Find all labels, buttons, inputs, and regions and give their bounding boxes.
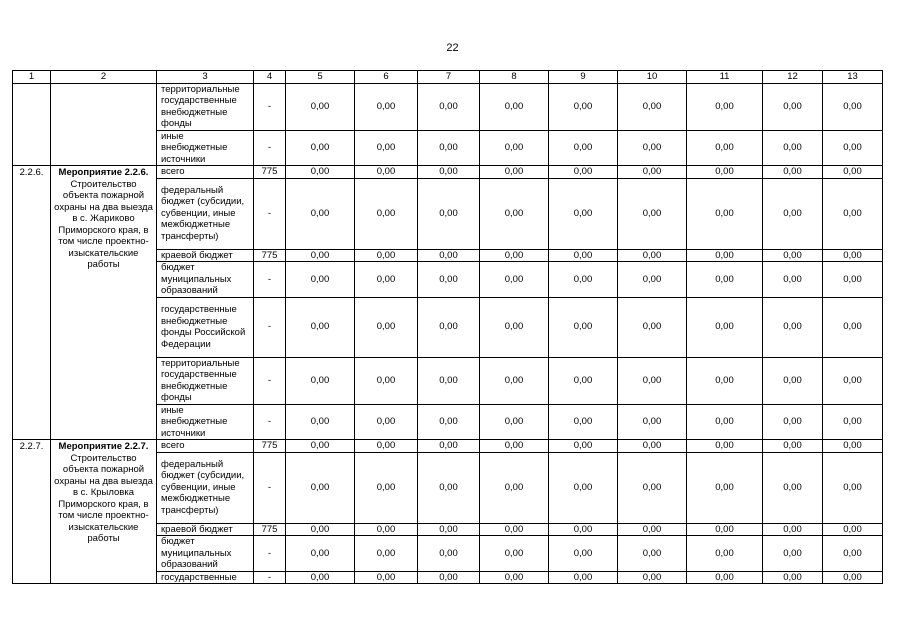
amount-value: 0,00 <box>355 571 418 584</box>
amount-value: 0,00 <box>763 262 823 298</box>
amount-value: 0,00 <box>418 452 480 523</box>
funding-source: всего <box>157 166 254 179</box>
year-column-4-value: 775 <box>254 166 286 179</box>
measure-number-empty <box>13 83 51 166</box>
amount-value: 0,00 <box>823 262 883 298</box>
funding-source: иные внебюджетные источники <box>157 130 254 166</box>
year-column-4-value: - <box>254 452 286 523</box>
amount-value: 0,00 <box>687 571 763 584</box>
amount-value: 0,00 <box>480 440 549 453</box>
amount-value: 0,00 <box>823 357 883 404</box>
amount-value: 0,00 <box>549 571 618 584</box>
amount-value: 0,00 <box>418 166 480 179</box>
amount-value: 0,00 <box>549 249 618 262</box>
amount-value: 0,00 <box>549 166 618 179</box>
amount-value: 0,00 <box>549 130 618 166</box>
amount-value: 0,00 <box>823 452 883 523</box>
header-row <box>13 71 883 84</box>
amount-value: 0,00 <box>549 452 618 523</box>
amount-value: 0,00 <box>687 297 763 357</box>
funding-source: иные внебюджетные источники <box>157 404 254 440</box>
amount-value: 0,00 <box>687 404 763 440</box>
amount-value: 0,00 <box>480 571 549 584</box>
header-cell: 9 <box>549 71 618 84</box>
amount-value: 0,00 <box>480 166 549 179</box>
amount-value: 0,00 <box>687 536 763 572</box>
year-column-4-value: - <box>254 571 286 584</box>
amount-value: 0,00 <box>618 440 687 453</box>
year-column-4-value: - <box>254 130 286 166</box>
amount-value: 0,00 <box>286 249 355 262</box>
amount-value: 0,00 <box>823 130 883 166</box>
amount-value: 0,00 <box>355 440 418 453</box>
amount-value: 0,00 <box>687 178 763 249</box>
measure-description-cell <box>51 166 157 440</box>
amount-value: 0,00 <box>687 357 763 404</box>
amount-value: 0,00 <box>480 130 549 166</box>
amount-value: 0,00 <box>823 83 883 130</box>
header-cell: 2 <box>51 71 157 84</box>
amount-value: 0,00 <box>418 83 480 130</box>
amount-value: 0,00 <box>823 166 883 179</box>
amount-value: 0,00 <box>355 297 418 357</box>
year-column-4-value: - <box>254 297 286 357</box>
amount-value: 0,00 <box>355 357 418 404</box>
funding-source: государственные внебюджетные фонды Российской Федерации <box>157 297 254 357</box>
measure-description: Строительство объекта пожарной охраны на два выезда в с. Жариково Приморского края, в том числе проектно-изыскательские работы <box>54 178 153 270</box>
page-number: 22 <box>446 42 459 54</box>
amount-value: 0,00 <box>687 166 763 179</box>
amount-value: 0,00 <box>480 452 549 523</box>
amount-value: 0,00 <box>286 297 355 357</box>
funding-source: бюджет муниципальных образований <box>157 536 254 572</box>
amount-value: 0,00 <box>823 249 883 262</box>
amount-value: 0,00 <box>480 249 549 262</box>
measure-number: 2.2.6. <box>13 166 51 440</box>
amount-value: 0,00 <box>355 536 418 572</box>
amount-value: 0,00 <box>823 178 883 249</box>
amount-value: 0,00 <box>355 262 418 298</box>
funding-source: всего <box>157 440 254 453</box>
amount-value: 0,00 <box>687 130 763 166</box>
amount-value: 0,00 <box>549 536 618 572</box>
year-column-4-value: - <box>254 357 286 404</box>
amount-value: 0,00 <box>480 178 549 249</box>
amount-value: 0,00 <box>549 83 618 130</box>
amount-value: 0,00 <box>687 83 763 130</box>
amount-value: 0,00 <box>418 536 480 572</box>
amount-value: 0,00 <box>618 536 687 572</box>
amount-value: 0,00 <box>549 404 618 440</box>
amount-value: 0,00 <box>418 571 480 584</box>
amount-value: 0,00 <box>823 440 883 453</box>
amount-value: 0,00 <box>763 404 823 440</box>
amount-value: 0,00 <box>418 440 480 453</box>
amount-value: 0,00 <box>355 523 418 536</box>
amount-value: 0,00 <box>763 130 823 166</box>
year-column-4-value: - <box>254 83 286 130</box>
amount-value: 0,00 <box>355 83 418 130</box>
year-column-4-value: - <box>254 262 286 298</box>
year-column-4-value: - <box>254 404 286 440</box>
budget-table <box>12 70 883 584</box>
amount-value: 0,00 <box>618 249 687 262</box>
table-row <box>13 166 883 179</box>
amount-value: 0,00 <box>763 83 823 130</box>
funding-source: бюджет муниципальных образований <box>157 262 254 298</box>
amount-value: 0,00 <box>618 130 687 166</box>
amount-value: 0,00 <box>480 83 549 130</box>
amount-value: 0,00 <box>763 249 823 262</box>
header-cell: 3 <box>157 71 254 84</box>
funding-source: государственные <box>157 571 254 584</box>
amount-value: 0,00 <box>618 297 687 357</box>
amount-value: 0,00 <box>286 440 355 453</box>
amount-value: 0,00 <box>286 536 355 572</box>
amount-value: 0,00 <box>823 404 883 440</box>
amount-value: 0,00 <box>480 536 549 572</box>
amount-value: 0,00 <box>763 536 823 572</box>
amount-value: 0,00 <box>286 571 355 584</box>
header-cell: 5 <box>286 71 355 84</box>
funding-source: территориальные государственные внебюджетные фонды <box>157 83 254 130</box>
amount-value: 0,00 <box>618 404 687 440</box>
amount-value: 0,00 <box>286 166 355 179</box>
measure-title: Мероприятие 2.2.6. <box>58 167 149 178</box>
amount-value: 0,00 <box>286 262 355 298</box>
amount-value: 0,00 <box>480 357 549 404</box>
amount-value: 0,00 <box>618 452 687 523</box>
header-cell: 10 <box>618 71 687 84</box>
measure-description-cell <box>51 440 157 584</box>
amount-value: 0,00 <box>763 357 823 404</box>
amount-value: 0,00 <box>763 571 823 584</box>
amount-value: 0,00 <box>618 357 687 404</box>
year-column-4-value: - <box>254 178 286 249</box>
funding-source: краевой бюджет <box>157 523 254 536</box>
amount-value: 0,00 <box>687 523 763 536</box>
amount-value: 0,00 <box>763 166 823 179</box>
amount-value: 0,00 <box>549 357 618 404</box>
amount-value: 0,00 <box>418 357 480 404</box>
amount-value: 0,00 <box>418 249 480 262</box>
measure-title: Мероприятие 2.2.7. <box>58 441 149 452</box>
year-column-4-value: 775 <box>254 249 286 262</box>
amount-value: 0,00 <box>618 523 687 536</box>
amount-value: 0,00 <box>687 452 763 523</box>
amount-value: 0,00 <box>763 440 823 453</box>
amount-value: 0,00 <box>549 297 618 357</box>
header-cell: 7 <box>418 71 480 84</box>
funding-source: федеральный бюджет (субсидии, субвенции, иные межбюджетные трансферты) <box>157 452 254 523</box>
year-column-4-value: 775 <box>254 440 286 453</box>
amount-value: 0,00 <box>823 523 883 536</box>
amount-value: 0,00 <box>763 178 823 249</box>
amount-value: 0,00 <box>618 262 687 298</box>
amount-value: 0,00 <box>618 178 687 249</box>
amount-value: 0,00 <box>480 262 549 298</box>
amount-value: 0,00 <box>418 262 480 298</box>
amount-value: 0,00 <box>418 297 480 357</box>
amount-value: 0,00 <box>549 262 618 298</box>
header-cell: 6 <box>355 71 418 84</box>
amount-value: 0,00 <box>480 297 549 357</box>
amount-value: 0,00 <box>355 178 418 249</box>
amount-value: 0,00 <box>618 83 687 130</box>
header-cell: 8 <box>480 71 549 84</box>
funding-source: федеральный бюджет (субсидии, субвенции, иные межбюджетные трансферты) <box>157 178 254 249</box>
amount-value: 0,00 <box>286 404 355 440</box>
amount-value: 0,00 <box>549 178 618 249</box>
header-cell: 11 <box>687 71 763 84</box>
amount-value: 0,00 <box>286 452 355 523</box>
amount-value: 0,00 <box>286 357 355 404</box>
amount-value: 0,00 <box>355 166 418 179</box>
amount-value: 0,00 <box>618 166 687 179</box>
amount-value: 0,00 <box>549 523 618 536</box>
funding-source: территориальные государственные внебюджетные фонды <box>157 357 254 404</box>
amount-value: 0,00 <box>286 83 355 130</box>
amount-value: 0,00 <box>480 404 549 440</box>
amount-value: 0,00 <box>418 178 480 249</box>
amount-value: 0,00 <box>418 523 480 536</box>
year-column-4-value: 775 <box>254 523 286 536</box>
amount-value: 0,00 <box>480 523 549 536</box>
amount-value: 0,00 <box>549 440 618 453</box>
header-cell: 4 <box>254 71 286 84</box>
amount-value: 0,00 <box>618 571 687 584</box>
funding-source: краевой бюджет <box>157 249 254 262</box>
amount-value: 0,00 <box>286 130 355 166</box>
amount-value: 0,00 <box>823 571 883 584</box>
amount-value: 0,00 <box>687 262 763 298</box>
table-row <box>13 440 883 453</box>
amount-value: 0,00 <box>687 440 763 453</box>
amount-value: 0,00 <box>823 297 883 357</box>
amount-value: 0,00 <box>355 130 418 166</box>
amount-value: 0,00 <box>355 404 418 440</box>
amount-value: 0,00 <box>418 404 480 440</box>
amount-value: 0,00 <box>355 452 418 523</box>
header-cell: 12 <box>763 71 823 84</box>
measure-description: Строительство объекта пожарной охраны на два выезда в с. Крыловка Приморского края, в том числе проектно-изыскательские работы <box>54 452 153 544</box>
measure-number: 2.2.7. <box>13 440 51 584</box>
amount-value: 0,00 <box>763 523 823 536</box>
year-column-4-value: - <box>254 536 286 572</box>
header-cell: 1 <box>13 71 51 84</box>
amount-value: 0,00 <box>763 297 823 357</box>
amount-value: 0,00 <box>286 523 355 536</box>
amount-value: 0,00 <box>286 178 355 249</box>
table-row <box>13 83 883 130</box>
header-cell: 13 <box>823 71 883 84</box>
amount-value: 0,00 <box>823 536 883 572</box>
measure-description-empty <box>51 83 157 166</box>
amount-value: 0,00 <box>418 130 480 166</box>
table-body <box>13 71 883 584</box>
amount-value: 0,00 <box>687 249 763 262</box>
amount-value: 0,00 <box>355 249 418 262</box>
amount-value: 0,00 <box>763 452 823 523</box>
